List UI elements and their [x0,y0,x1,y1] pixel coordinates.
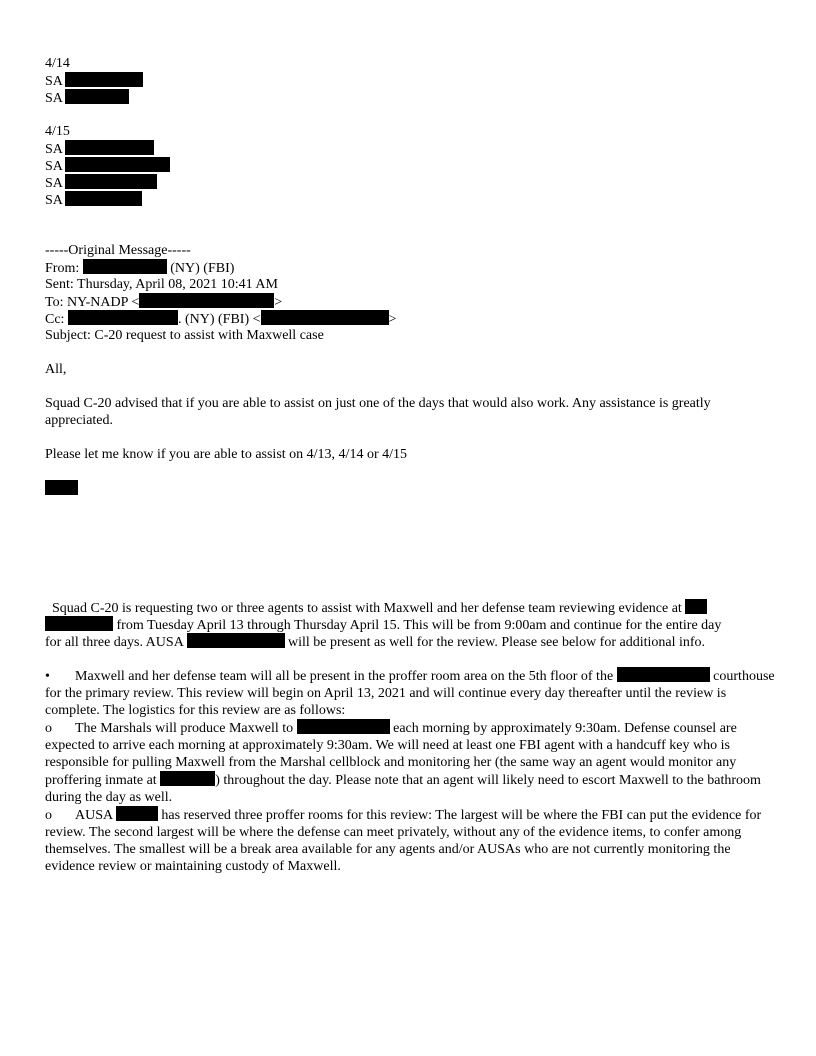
schedule-entry [45,140,775,157]
request-line-3 [45,633,775,650]
agent-prefix: SA [45,91,63,106]
cc-close: > [388,312,397,327]
request-text: for all three days. AUSA [45,635,184,650]
greeting: All, [45,362,67,377]
cc-label: Cc: [45,312,65,327]
paragraph-request-days: Please let me know if you are able to assist on 4/13, 4/14 or 4/15 [45,447,407,462]
subject-line: Subject: C-20 request to assist with Maxwell case [45,328,324,343]
redaction-block [187,633,285,648]
schedule-entry [45,89,775,106]
redaction-block [65,191,142,206]
redaction-block [45,480,78,495]
redaction-block [65,72,143,87]
redaction-block [65,174,157,189]
cc-suffix: . (NY) (FBI) < [177,312,261,327]
redaction-block [139,293,274,308]
sub-bullet-item: o AUSA has reserved three proffer rooms for this review: The largest will be where the FBI can put the evidence for review. The second largest will be where the defense can meet privately, without any of the evidence items, to confer among themselves. The smallest will be a break area available for any agents and/or AUSAs who are not currently monitoring the evidence review or maintaining custody of Maxwell. [45,808,762,874]
original-message-separator: -----Original Message----- [45,243,191,258]
schedule-entry [45,72,775,89]
cc-line [45,310,775,327]
schedule-entry [45,174,775,191]
request-text: from Tuesday April 13 through Thursday April 15. This will be from 9:00am and continue for the entire day [116,618,722,633]
request-text: will be present as well for the review. Please see below for additional info. [288,635,706,650]
schedule-entry [45,157,775,174]
to-close: > [274,295,283,310]
sub-bullet-item: o The Marshals will produce Maxwell to each morning by approximately 9:30am. Defense counsel are expected to arrive each morning at approximately 9:30am. We will need at least one FBI agent with a handcuff key who is responsible for pulling Maxwell from the Marshal cellblock and monitoring her (the same way an agent would monitor any proffering inmate at ) throughout the day. Please note that an agent will likely need to escort Maxwell to the bathroom during the day as well. [45,721,761,805]
sub-bullet-marker: o [45,721,52,736]
redaction-block [45,616,113,631]
email-document [45,55,775,875]
request-line-2 [45,616,775,633]
from-label: From: [45,261,80,276]
redaction-block [68,310,178,325]
from-line [45,259,775,276]
signature-redaction [45,480,775,497]
redaction-block [65,89,129,104]
to-line [45,293,775,310]
paragraph-assistance: Squad C-20 advised that if you are able to assist on just one of the days that would also work. Any assistance is greatly appreciated. [45,396,711,428]
redaction-block [261,310,389,325]
agent-prefix: SA [45,74,63,89]
redaction-block [65,157,170,172]
redaction-block [83,259,167,274]
agent-prefix: SA [45,142,63,157]
bullet-item: • Maxwell and her defense team will all be present in the proffer room area on the 5th floor of the courthouse for the primary review. This review will begin on April 13, 2021 and will continue every day thereafter until the review is complete. The logistics for this review are as follows: [45,669,775,718]
schedule-entry [45,191,775,208]
redaction-block [685,599,707,614]
from-suffix: (NY) (FBI) [170,261,235,276]
redaction-block [297,719,390,734]
sent-line: Sent: Thursday, April 08, 2021 10:41 AM [45,277,278,292]
sub-bullet-marker: o [45,808,52,823]
redaction-block [116,806,158,821]
to-label: To: NY-NADP < [45,295,140,310]
agent-prefix: SA [45,176,63,191]
redaction-block [617,667,710,682]
agent-prefix: SA [45,193,63,208]
request-text: Squad C-20 is requesting two or three agents to assist with Maxwell and her defense team reviewing evidence at [45,601,682,616]
bullet-marker: • [45,669,50,684]
agent-prefix: SA [45,159,63,174]
redaction-block [160,771,215,786]
redaction-block [65,140,154,155]
request-line-1 [45,599,775,616]
schedule-date: 4/15 [45,124,70,139]
schedule-date: 4/14 [45,56,70,71]
